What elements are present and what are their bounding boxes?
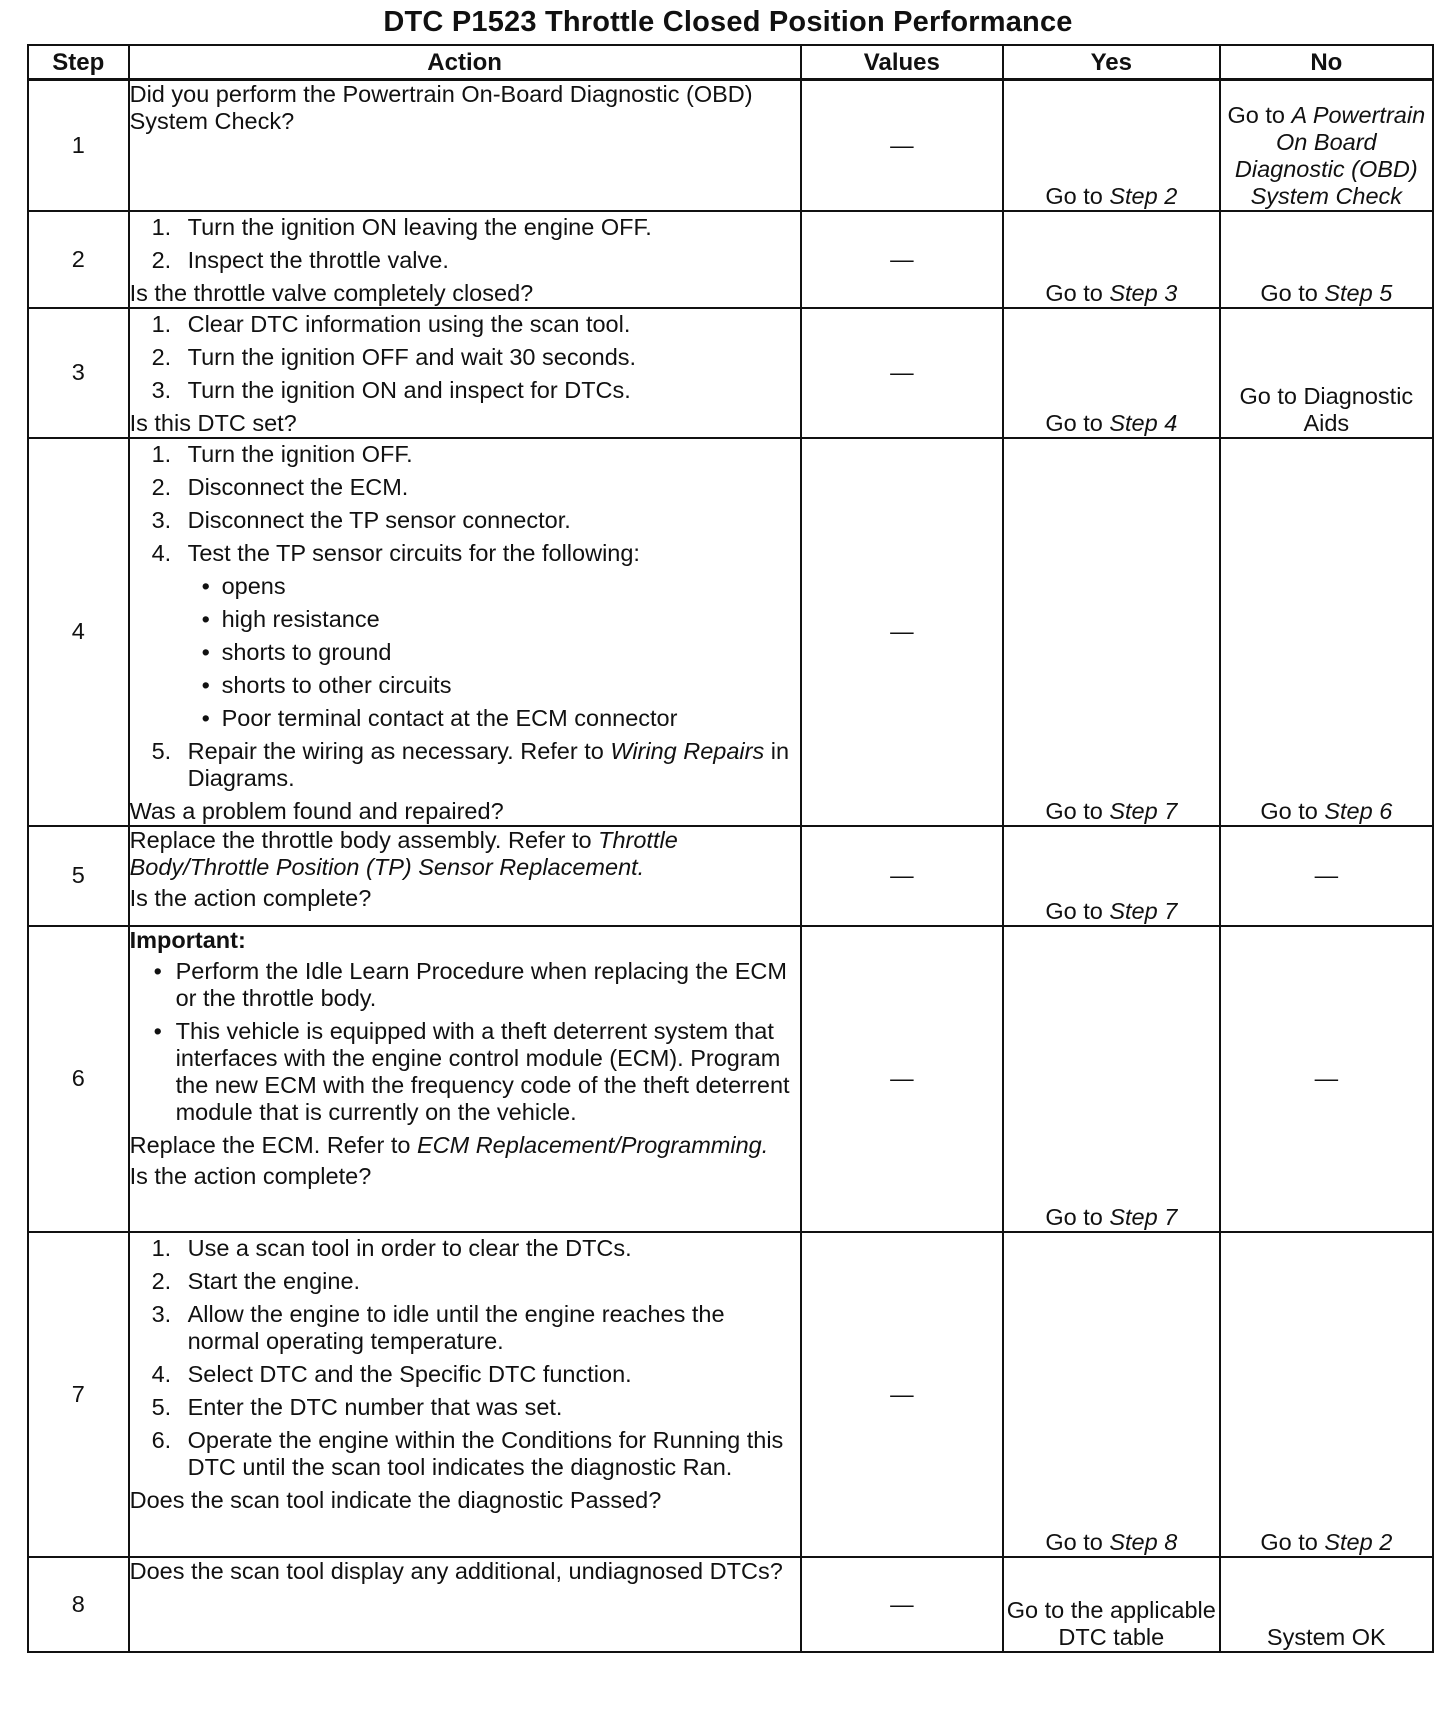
action-cell xyxy=(129,438,801,826)
action-step: 1. Use a scan tool in order to clear the DTCs. xyxy=(151,1234,632,1261)
action-cell xyxy=(129,80,801,211)
action-text: Replace the ECM. Refer to ECM Replacement/Programming. xyxy=(129,1131,769,1158)
reference-link[interactable]: ECM Replacement/Programming. xyxy=(416,1131,769,1158)
table-row xyxy=(28,308,1433,438)
header-step: Step xyxy=(28,45,129,80)
action-step: 5. Repair the wiring as necessary. Refer to Wiring Repairs in Diagrams. xyxy=(151,737,790,791)
header-action: Action xyxy=(129,45,801,80)
yes-step-link[interactable]: Step 3 xyxy=(1109,279,1178,306)
step-number: 1 xyxy=(28,80,129,211)
no-cell xyxy=(1220,80,1433,211)
action-step: 1. Turn the ignition ON leaving the engine OFF. xyxy=(151,213,652,240)
yes-prefix: Go to xyxy=(1045,897,1103,924)
step-number: 5 xyxy=(28,826,129,926)
table-row xyxy=(28,826,1433,926)
yes-prefix: Go to xyxy=(1045,797,1103,824)
diagnostic-table xyxy=(27,44,1434,1653)
yes-prefix: Go to xyxy=(1045,409,1103,436)
values-cell: — xyxy=(801,926,1003,1232)
no-cell xyxy=(1220,211,1433,308)
header-no: No xyxy=(1220,45,1433,80)
table-row xyxy=(28,80,1433,211)
yes-prefix: Go to xyxy=(1045,1528,1103,1555)
no-prefix: Go to xyxy=(1260,797,1318,824)
action-step: 2. Start the engine. xyxy=(151,1267,361,1294)
action-step: 2. Turn the ignition OFF and wait 30 seconds. xyxy=(151,343,637,370)
action-question: Was a problem found and repaired? xyxy=(129,797,504,824)
action-text: Replace the throttle body assembly. Refer to Throttle Body/Throttle Position (TP) Sensor Replacement. xyxy=(129,826,678,880)
no-cell[interactable]: Go to Diagnostic Aids xyxy=(1220,308,1433,438)
no-cell: — xyxy=(1220,826,1433,926)
no-cell: System OK xyxy=(1220,1557,1433,1652)
action-question: Is the action complete? xyxy=(129,1162,372,1189)
yes-cell xyxy=(1003,308,1220,438)
no-step-link[interactable]: Step 5 xyxy=(1324,279,1393,306)
list-item: • shorts to ground xyxy=(130,639,800,666)
action-question: Is the throttle valve completely closed? xyxy=(129,279,534,306)
table-row xyxy=(28,211,1433,308)
test-list xyxy=(130,573,800,732)
list-item: • high resistance xyxy=(130,606,800,633)
action-step: 1. Turn the ignition OFF. xyxy=(151,440,413,467)
important-list xyxy=(130,958,800,1126)
action-cell xyxy=(129,926,801,1232)
action-question: Is this DTC set? xyxy=(129,409,297,436)
step-number: 7 xyxy=(28,1232,129,1557)
step-number: 2 xyxy=(28,211,129,308)
header-row xyxy=(28,45,1433,80)
list-item: • This vehicle is equipped with a theft deterrent system that interfaces with the engine control module (ECM). Program the new ECM with the frequency code of the theft deterrent module that is currently on the vehicle. xyxy=(130,1018,800,1126)
yes-prefix: Go to xyxy=(1045,182,1103,209)
action-cell xyxy=(129,308,801,438)
action-steps xyxy=(130,311,800,404)
action-steps xyxy=(130,441,800,567)
yes-prefix: Go to xyxy=(1045,1203,1103,1230)
yes-prefix: Go to xyxy=(1045,279,1103,306)
yes-cell[interactable]: Go to the applicable DTC table xyxy=(1003,1557,1220,1652)
yes-cell xyxy=(1003,211,1220,308)
yes-cell xyxy=(1003,80,1220,211)
step-number: 4 xyxy=(28,438,129,826)
action-step: 4. Test the TP sensor circuits for the following: xyxy=(151,539,640,566)
list-item: • shorts to other circuits xyxy=(130,672,800,699)
action-cell xyxy=(129,1557,801,1652)
action-step: 4. Select DTC and the Specific DTC function. xyxy=(151,1360,632,1387)
action-question: Did you perform the Powertrain On-Board Diagnostic (OBD) System Check? xyxy=(129,81,753,134)
values-cell: — xyxy=(801,438,1003,826)
no-cell: — xyxy=(1220,926,1433,1232)
step-number: 6 xyxy=(28,926,129,1232)
page-title: DTC P1523 Throttle Closed Position Performance xyxy=(383,6,1073,38)
important-label: Important: xyxy=(129,926,246,953)
list-item: • Perform the Idle Learn Procedure when replacing the ECM or the throttle body. xyxy=(130,958,800,1012)
action-step: 2. Inspect the throttle valve. xyxy=(151,246,449,273)
action-step: 3. Disconnect the TP sensor connector. xyxy=(151,506,571,533)
table-row xyxy=(28,1232,1433,1557)
values-cell: — xyxy=(801,1232,1003,1557)
reference-link[interactable]: Throttle Body/Throttle Position (TP) Sensor Replacement. xyxy=(129,826,678,880)
yes-step-link[interactable]: Step 7 xyxy=(1109,1203,1178,1230)
action-question: Does the scan tool display any additional, undiagnosed DTCs? xyxy=(129,1557,783,1584)
yes-cell xyxy=(1003,438,1220,826)
values-cell: — xyxy=(801,1557,1003,1652)
no-prefix: Go to xyxy=(1260,1528,1318,1555)
reference-link[interactable]: Wiring Repairs xyxy=(610,737,765,764)
action-step: 6. Operate the engine within the Conditions for Running this DTC until the scan tool indicates the diagnostic Ran. xyxy=(151,1426,784,1480)
no-step-link[interactable]: Step 6 xyxy=(1324,797,1393,824)
action-cell xyxy=(129,211,801,308)
table-row xyxy=(28,926,1433,1232)
action-step: 3. Allow the engine to idle until the engine reaches the normal operating temperature. xyxy=(151,1300,725,1354)
no-prefix: Go to xyxy=(1260,279,1318,306)
values-cell: — xyxy=(801,80,1003,211)
action-steps xyxy=(130,738,800,792)
header-yes: Yes xyxy=(1003,45,1220,80)
no-prefix: Go to xyxy=(1227,101,1285,128)
action-steps xyxy=(130,214,800,274)
yes-step-link[interactable]: Step 8 xyxy=(1109,1528,1178,1555)
action-question: Is the action complete? xyxy=(129,884,372,911)
step-number: 3 xyxy=(28,308,129,438)
values-cell: — xyxy=(801,308,1003,438)
action-step: 3. Turn the ignition ON and inspect for DTCs. xyxy=(151,376,631,403)
action-step: 2. Disconnect the ECM. xyxy=(151,473,409,500)
values-cell: — xyxy=(801,211,1003,308)
yes-step-link[interactable]: Step 7 xyxy=(1109,797,1178,824)
step-number: 8 xyxy=(28,1557,129,1652)
yes-cell xyxy=(1003,926,1220,1232)
yes-step-link[interactable]: Step 2 xyxy=(1109,182,1178,209)
values-cell: — xyxy=(801,826,1003,926)
no-step-link[interactable]: Step 2 xyxy=(1324,1528,1393,1555)
action-question: Does the scan tool indicate the diagnostic Passed? xyxy=(129,1486,662,1513)
action-cell xyxy=(129,1232,801,1557)
yes-step-link[interactable]: Step 4 xyxy=(1109,409,1178,436)
yes-cell xyxy=(1003,826,1220,926)
list-item: • opens xyxy=(130,573,800,600)
yes-cell xyxy=(1003,1232,1220,1557)
table-row xyxy=(28,1557,1433,1652)
action-step: 1. Clear DTC information using the scan tool. xyxy=(151,310,631,337)
action-cell xyxy=(129,826,801,926)
table-row xyxy=(28,438,1433,826)
header-values: Values xyxy=(801,45,1003,80)
no-cell xyxy=(1220,1232,1433,1557)
no-step-link[interactable]: A Powertrain On Board Diagnostic (OBD) System Check xyxy=(1234,101,1426,209)
action-steps xyxy=(130,1235,800,1481)
no-cell xyxy=(1220,438,1433,826)
action-step: 5. Enter the DTC number that was set. xyxy=(151,1393,563,1420)
yes-step-link[interactable]: Step 7 xyxy=(1109,897,1178,924)
list-item: • Poor terminal contact at the ECM connector xyxy=(130,705,800,732)
